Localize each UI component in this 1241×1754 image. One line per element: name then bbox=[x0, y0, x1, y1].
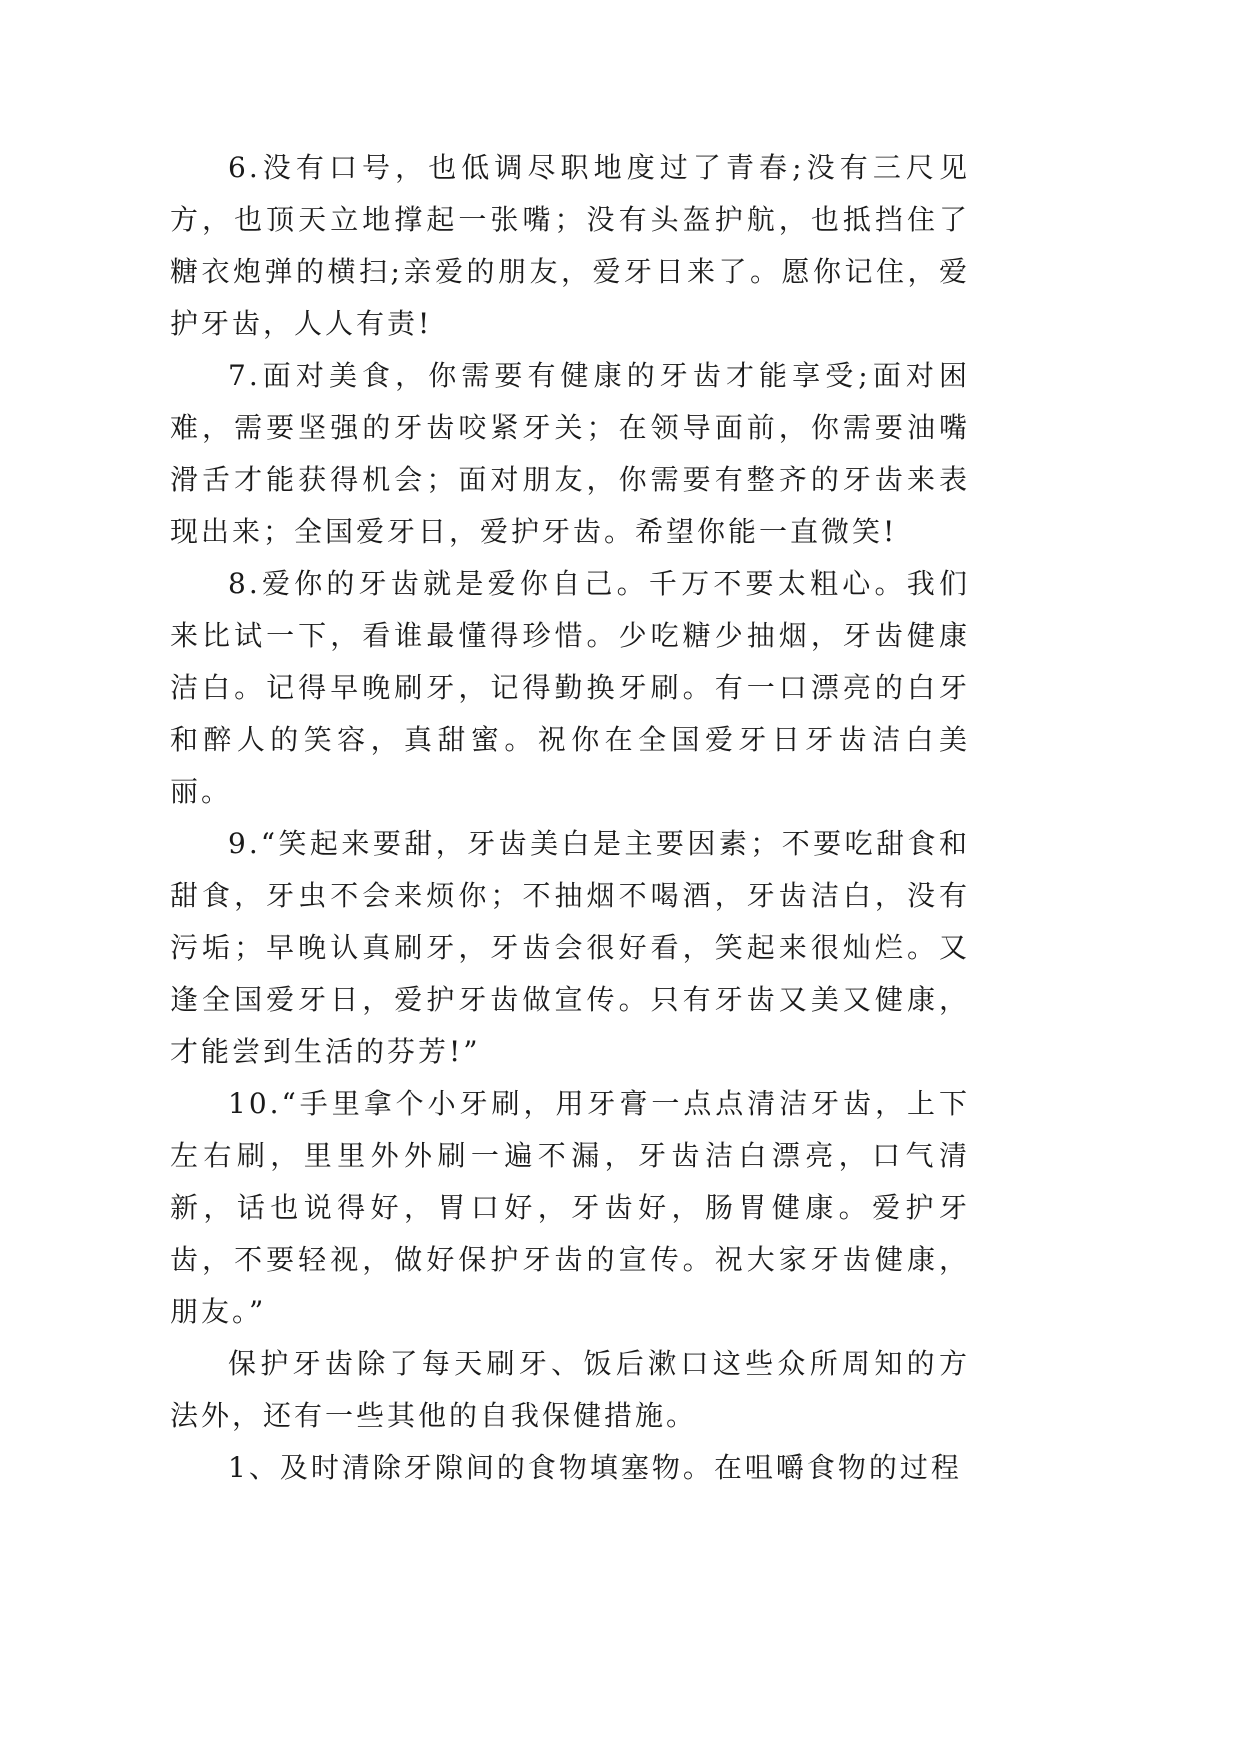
paragraph-tip-1: 1、及时清除牙隙间的食物填塞物。在咀嚼食物的过程 bbox=[228, 1451, 962, 1484]
paragraph-9: 9.“笑起来要甜，牙齿美白是主要因素；不要吃甜食和甜食，牙虫不会来烦你；不抽烟不喝酒，牙齿洁白，没有污垢；早晚认真刷牙，牙齿会很好看，笑起来很灿烂。又逢全国爱牙日，爱护牙齿做宣传。只有牙齿又美又健康，才能尝到生活的芬芳!” bbox=[170, 827, 970, 1068]
paragraph-7: 7.面对美食，你需要有健康的牙齿才能享受;面对困难，需要坚强的牙齿咬紧牙关；在领导面前，你需要油嘴滑舌才能获得机会；面对朋友，你需要有整齐的牙齿来表现出来；全国爱牙日，爱护牙齿。希望你能一直微笑! bbox=[170, 359, 970, 548]
paragraph-8: 8.爱你的牙齿就是爱你自己。千万不要太粗心。我们来比试一下，看谁最懂得珍惜。少吃糖少抽烟，牙齿健康洁白。记得早晚刷牙，记得勤换牙刷。有一口漂亮的白牙和醉人的笑容，真甜蜜。祝你在全国爱牙日牙齿洁白美丽。 bbox=[170, 567, 970, 808]
paragraph-protection-intro: 保护牙齿除了每天刷牙、饭后漱口这些众所周知的方法外，还有一些其他的自我保健措施。 bbox=[170, 1347, 970, 1432]
document-body bbox=[170, 142, 970, 1494]
paragraph-6: 6.没有口号，也低调尽职地度过了青春;没有三尺见方，也顶天立地撑起一张嘴；没有头盔护航，也抵挡住了糖衣炮弹的横扫;亲爱的朋友，爱牙日来了。愿你记住，爱护牙齿，人人有责! bbox=[170, 151, 970, 340]
paragraph-10: 10.“手里拿个小牙刷，用牙膏一点点清洁牙齿，上下左右刷，里里外外刷一遍不漏，牙齿洁白漂亮，口气清新，话也说得好，胃口好，牙齿好，肠胃健康。爱护牙齿，不要轻视，做好保护牙齿的宣传。祝大家牙齿健康，朋友。” bbox=[170, 1087, 970, 1328]
